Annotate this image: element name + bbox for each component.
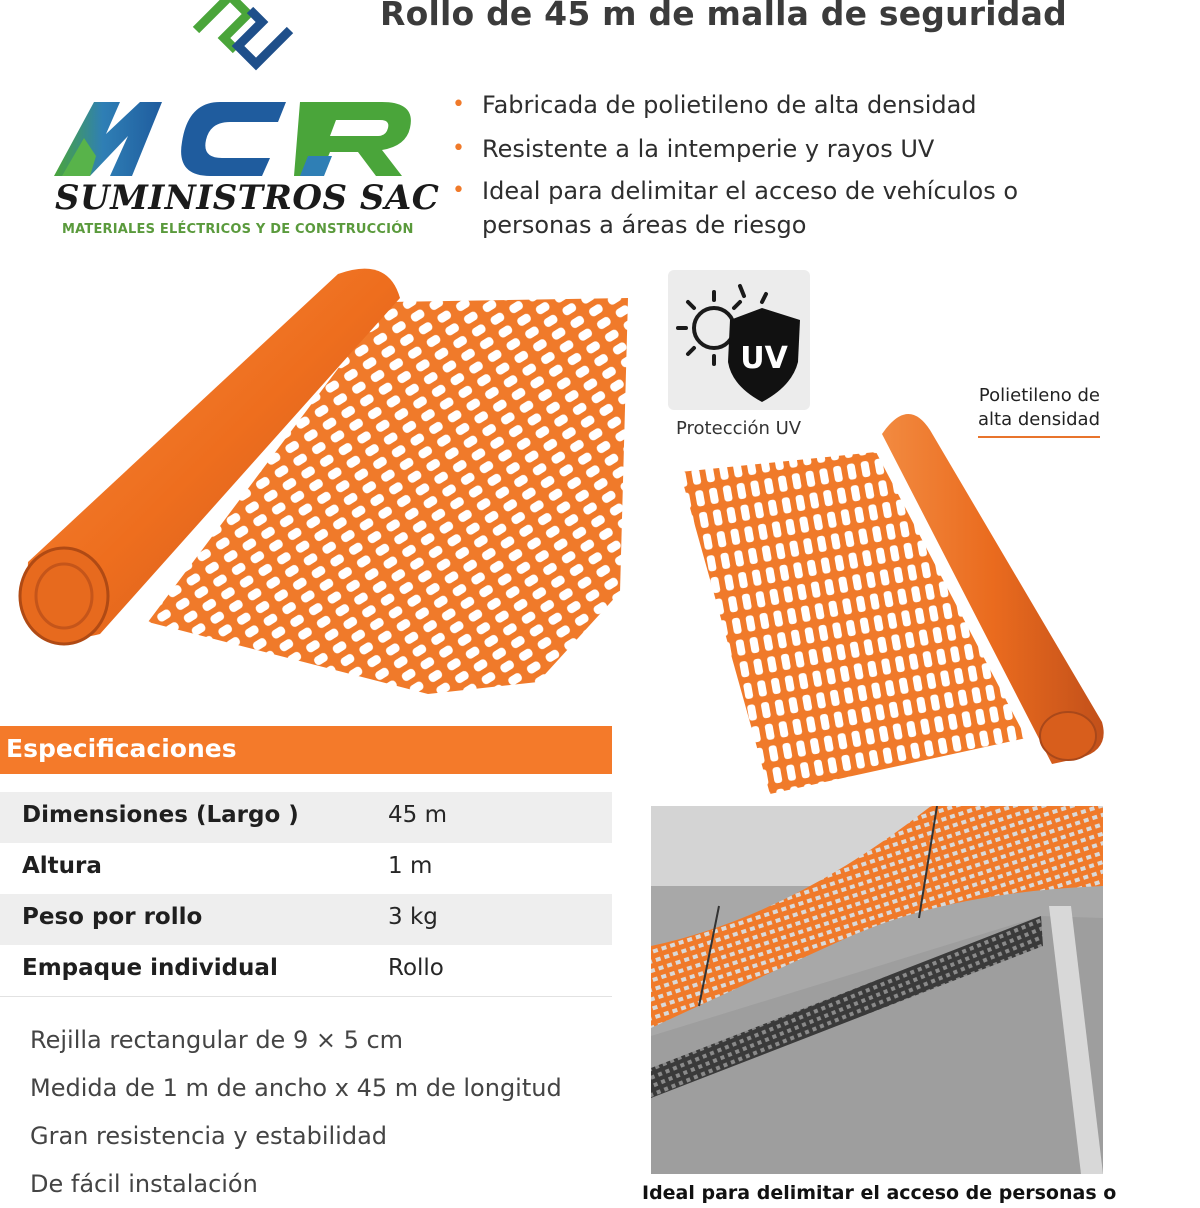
- specifications-table: [0, 792, 612, 996]
- specifications-header: [0, 726, 612, 774]
- company-name: SUMINISTROS SAC: [55, 178, 440, 218]
- bullet-icon: •: [452, 178, 465, 203]
- brand-logo-mark: [178, 0, 308, 90]
- divider: [0, 996, 612, 997]
- table-row: [0, 843, 612, 894]
- list-item: Gran resistencia y estabilidad: [30, 1122, 388, 1150]
- feature-item: • Ideal para delimitar el acceso de vehículos o personas a áreas de riesgo: [452, 174, 1092, 242]
- spec-key: Empaque individual: [22, 955, 278, 981]
- bullet-icon: •: [452, 92, 465, 117]
- page-title: Rollo de 45 m de malla de seguridad: [380, 0, 1067, 33]
- bullet-icon: •: [452, 136, 465, 161]
- mesh-roll-image-left: [8, 262, 638, 702]
- photo-caption: Ideal para delimitar el acceso de personas o: [642, 1182, 1117, 1204]
- spec-value: 1 m: [388, 853, 433, 879]
- feature-item: • Fabricada de polietileno de alta densidad: [452, 88, 1092, 122]
- spec-key: Peso por rollo: [22, 904, 203, 930]
- spec-value: Rollo: [388, 955, 444, 981]
- sun-shield-uv-icon: [668, 270, 810, 410]
- table-row: [0, 945, 612, 996]
- material-label: Polietileno de alta densidad: [977, 385, 1100, 430]
- extra-features-list: [30, 1016, 562, 1208]
- spec-key: Altura: [22, 853, 102, 879]
- company-tagline: MATERIALES ELÉCTRICOS Y DE CONSTRUCCIÓN: [62, 222, 414, 237]
- specifications-title: Especificaciones: [6, 734, 237, 763]
- table-row: [0, 894, 612, 945]
- table-row: [0, 792, 612, 843]
- brand-logo-mcr: [50, 90, 420, 182]
- list-item: Medida de 1 m de ancho x 45 m de longitud: [30, 1074, 562, 1102]
- spec-key: Dimensiones (Largo ): [22, 802, 299, 828]
- list-item: De fácil instalación: [30, 1170, 258, 1198]
- list-item: Rejilla rectangular de 9 × 5 cm: [30, 1026, 404, 1054]
- spec-value: 45 m: [388, 802, 447, 828]
- mesh-roll-image-right: [676, 402, 1106, 797]
- uv-caption: Protección UV: [676, 418, 802, 439]
- uv-badge-text: UV: [740, 341, 788, 376]
- feature-item: • Resistente a la intemperie y rayos UV: [452, 132, 1092, 166]
- uv-protection-badge: [668, 270, 810, 410]
- feature-list: [452, 88, 1092, 252]
- installation-photo: [651, 806, 1103, 1174]
- spec-value: 3 kg: [388, 904, 438, 930]
